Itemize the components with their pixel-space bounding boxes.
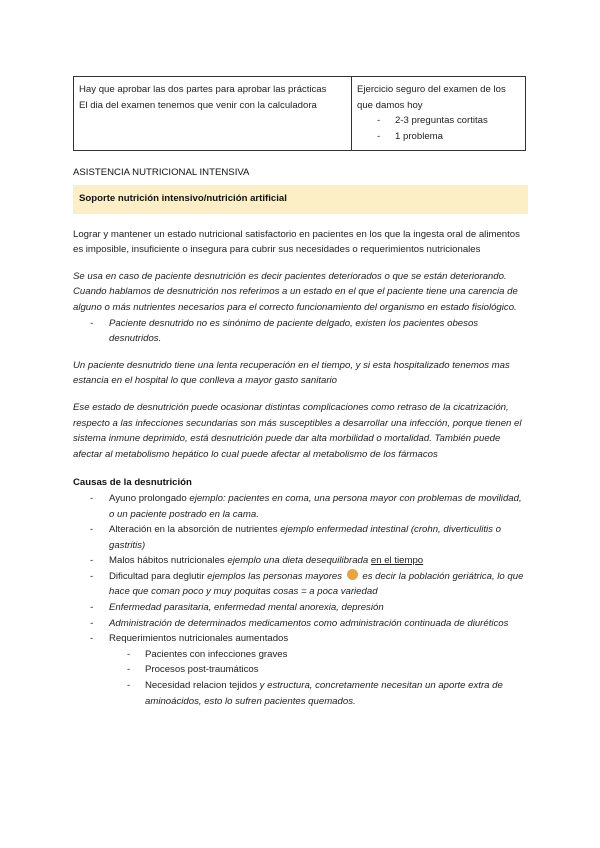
paragraph: Un paciente desnutrido tiene una lenta recuperación en el tiempo, y si esta hospitalizado tenemos mas estancia en el hospital lo que conlleva a mayor gasto sanitario <box>73 359 510 387</box>
item-text: ejemplo enfermedad intestinal (crohn, diverticulitis o gastritis) <box>109 524 501 551</box>
notes-left-cell <box>74 77 352 151</box>
section-title: ASISTENCIA NUTRICIONAL INTENSIVA <box>73 167 250 178</box>
sub-list <box>109 647 528 709</box>
paragraph: Ese estado de desnutrición puede ocasionar distintas complicaciones como retraso de la cicatrización, respecto a las infecciones secundarias son más susceptibles a desarrollar una infección, porque tienen el sistema inmune deprimido, está desnutrición puede dar alta morbilidad o mortalidad. También puede afectar al metabolismo hepático lo cual puede afectar al metabolismo de los fármacos <box>73 401 522 460</box>
elderly-face-icon <box>347 569 358 580</box>
item-text: ejemplo: pacientes en coma, una persona mayor con problemas de movilidad, o un paciente postrado en la cama. <box>109 492 522 520</box>
sub-item: - Procesos post-traumáticos <box>109 662 528 678</box>
underlined-text: en el tiempo <box>370 555 424 567</box>
causes-list <box>73 491 528 709</box>
item-text: Dificultad para deglutir <box>109 570 208 582</box>
item-text: es decir la población geriátrica, lo que hace que coman poco y muy poquitas cosas = a poca variedad <box>109 570 524 598</box>
list-item <box>73 522 528 553</box>
item-text: Requerimientos nutricionales aumentados <box>109 633 289 645</box>
item-text: Necesidad relacion tejidos <box>145 680 260 692</box>
list-item: - Administración de determinados medicamentos como administración continuada de diuréticos <box>73 616 528 632</box>
list-item <box>73 631 528 709</box>
causes-title: Causas de la desnutrición <box>73 477 192 489</box>
list-item: - Paciente desnutrido no es sinónimo de paciente delgado, existen los pacientes obesos desnutridos. <box>73 316 528 347</box>
paragraph: Se usa en caso de paciente desnutrición es decir pacientes deteriorados o que se están deteriorando. Cuando hablamos de desnutrición nos referimos a un estado en el que el paciente tiene una carencia de alguno o más nutrientes necesarios para el correcto funcionamiento del organismo en estado fisiológico. <box>73 270 518 313</box>
highlight-box: Soporte nutrición intensivo/nutrición artificial <box>73 185 528 214</box>
list-item: - Enfermedad parasitaria, enfermedad mental anorexia, depresión <box>73 600 528 616</box>
list-item <box>73 491 528 522</box>
sub-item <box>109 678 528 709</box>
item-text: ejemplo una dieta desequilibrada <box>227 555 371 567</box>
sub-item: - Pacientes con infecciones graves <box>109 647 528 663</box>
note-line: El dia del examen tenemos que venir con la calculadora <box>79 99 317 111</box>
item-text: y estructura, concretamente necesitan un aporte extra de aminoácidos, esto lo sufren pacientes quemados. <box>145 680 503 707</box>
note-line: Hay que aprobar las dos partes para aprobar las prácticas <box>79 84 327 95</box>
paragraph: Lograr y mantener un estado nutricional satisfactorio en pacientes en los que la ingesta oral de alimentos es imposible, insuficiente o insegura para cubrir sus necesidades o requerimientos nutricionales <box>73 228 520 256</box>
notes-table <box>73 76 526 151</box>
note-intro: Ejercicio seguro del examen de los que damos hoy <box>357 84 506 111</box>
note-list <box>357 113 520 144</box>
list-item <box>73 553 528 569</box>
item-text: Ayuno prolongado <box>109 492 190 504</box>
main-content <box>73 165 528 709</box>
item-text: Alteración en la absorción de nutrientes <box>109 524 281 536</box>
item-text: Malos hábitos nutricionales <box>109 555 228 567</box>
note-item: - 1 problema <box>357 129 520 145</box>
notes-right-cell <box>352 77 526 151</box>
bullet-list <box>73 316 528 347</box>
item-text: ejemplos las personas mayores <box>207 570 345 582</box>
list-item <box>73 569 528 600</box>
note-item: - 2-3 preguntas cortitas <box>357 113 520 129</box>
